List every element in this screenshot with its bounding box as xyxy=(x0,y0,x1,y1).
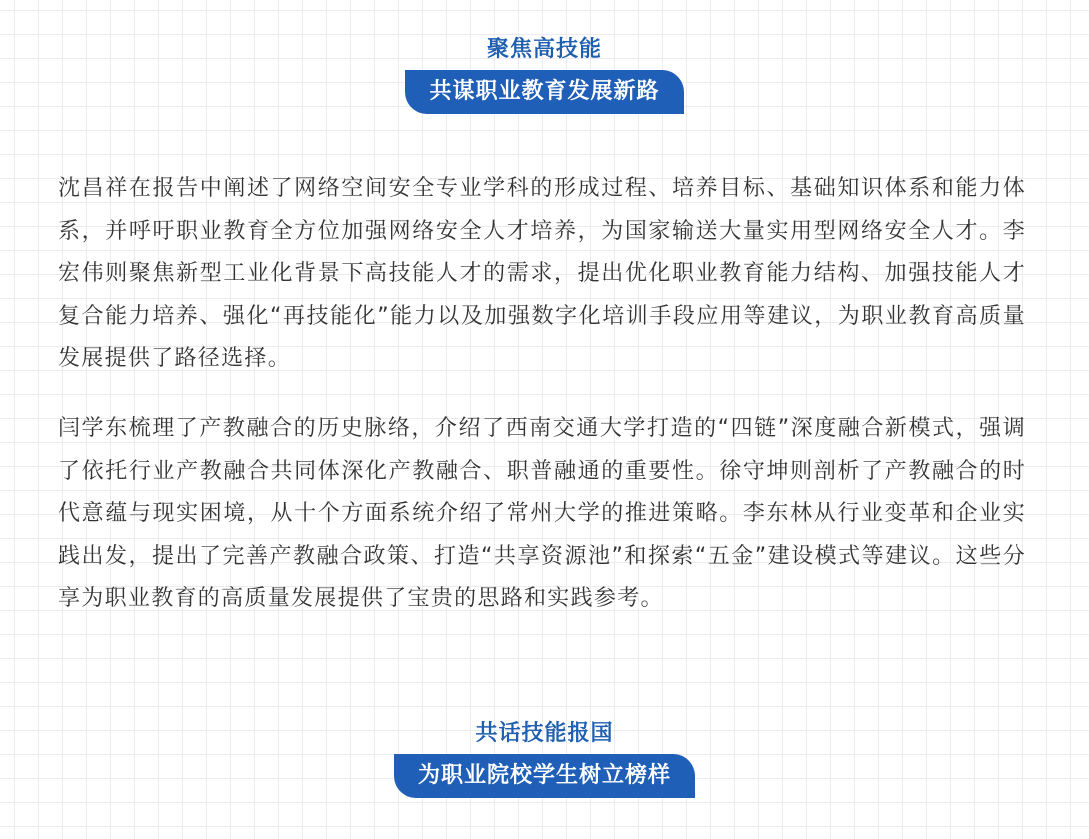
section-banner: 共谋职业教育发展新路 xyxy=(405,70,683,114)
section-kicker: 共话技能报国 xyxy=(475,721,614,746)
article-paragraph-2: 闫学东梳理了产教融合的历史脉络，介绍了西南交通大学打造的“四链”深度融合新模式，强调了依托行业产教融合共同体深化产教融合、职普融通的重要性。徐守坤则剖析了产教融合的时代意蕴与现实困境，从十个方面系统介绍了常州大学的推进策略。李东林从行业变革和企业实践出发，提出了完善产教融合政策、打造“共享资源池”和探索“五金”建设模式等建议。这些分享为职业教育的高质量发展提供了宝贵的思路和实践参考。 xyxy=(58,416,1026,611)
section-heading-high-skills xyxy=(0,36,1089,114)
section-heading-skills-serve-nation xyxy=(0,720,1089,798)
section-kicker: 聚焦高技能 xyxy=(486,37,602,62)
section-banner: 为职业院校学生树立榜样 xyxy=(394,754,695,798)
article-paragraph-1: 沈昌祥在报告中阐述了网络空间安全专业学科的形成过程、培养目标、基础知识体系和能力体系，并呼吁职业教育全方位加强网络安全人才培养，为国家输送大量实用型网络安全人才。李宏伟则聚焦新型工业化背景下高技能人才的需求，提出优化职业教育能力结构、加强技能人才复合能力培养、强化“再技能化”能力以及加强数字化培训手段应用等建议，为职业教育高质量发展提供了路径选择。 xyxy=(58,176,1026,371)
